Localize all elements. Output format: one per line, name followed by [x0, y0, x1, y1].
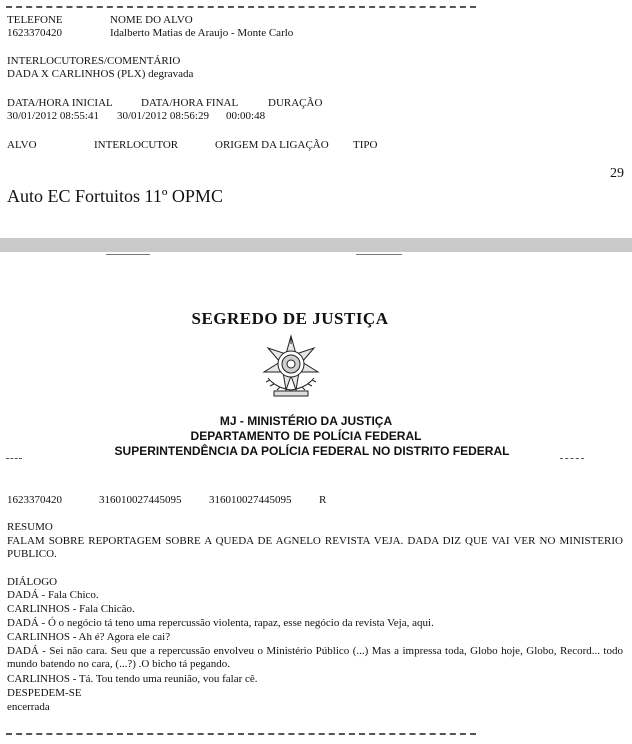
- top-line-left: [106, 254, 150, 255]
- duracao-value: 00:00:48: [226, 110, 266, 122]
- label-tipo: TIPO: [353, 139, 378, 151]
- summary-label: RESUMO: [7, 521, 53, 533]
- telefone-value: 1623370420: [7, 27, 62, 39]
- department-line: DEPARTAMENTO DE POLÍCIA FEDERAL: [190, 429, 422, 443]
- dialog-label: DIÁLOGO: [7, 576, 58, 588]
- label-interlocutores: INTERLOCUTORES/COMENTÁRIO: [7, 55, 181, 67]
- label-alvo: ALVO: [7, 139, 37, 151]
- superintendence-line: SUPERINTENDÊNCIA DA POLÍCIA FEDERAL NO DISTRITO FEDERAL: [114, 444, 510, 458]
- dialog-line: CARLINHOS - Tá. Tou tendo uma reunião, vou falar cê.: [7, 673, 258, 685]
- interlocutores-value: DADA X CARLINHOS (PLX) degravada: [7, 68, 194, 80]
- header-mark-left: [6, 458, 22, 459]
- data-inicial-value: 30/01/2012 08:55:41: [7, 110, 99, 122]
- page-number: 29: [610, 166, 624, 181]
- label-data-inicial: DATA/HORA INICIAL: [7, 97, 113, 109]
- call-origem: 316010027445095: [209, 494, 292, 506]
- call-alvo: 1623370420: [7, 494, 62, 506]
- dialog-line: CARLINHOS - Fala Chicão.: [7, 603, 135, 615]
- dialog-line: DADÁ - Fala Chico.: [7, 589, 99, 601]
- ministry-line: MJ - MINISTÉRIO DA JUSTIÇA: [219, 414, 393, 428]
- dialog-line: DADÁ - Ó o negócio tá teno uma repercussão violenta, rapaz, esse negócio da revista Veja, aqui.: [7, 617, 434, 629]
- dialog-line: encerrada: [7, 701, 50, 713]
- label-nome-alvo: NOME DO ALVO: [110, 14, 193, 26]
- label-data-final: DATA/HORA FINAL: [141, 97, 239, 109]
- footer-caption: Auto EC Fortuitos 11º OPMC: [7, 186, 223, 206]
- dialog-line: DADÁ - Sei não cara. Seu que a repercussão envolveu o Ministério Público (...) Mas a impressa toda, Globo hoje, Globo, Record... todo mundo batendo no cara, (...?) .O bicho tá pegando.: [7, 645, 623, 670]
- top-dashed-rule: [6, 6, 476, 8]
- bottom-dashed-rule: [6, 733, 476, 735]
- label-telefone: TELEFONE: [7, 14, 63, 26]
- call-interlocutor: 316010027445095: [99, 494, 182, 506]
- summary-text: FALAM SOBRE REPORTAGEM SOBRE A QUEDA DE AGNELO REVISTA VEJA. DADA DIZ QUE VAI VER NO MINISTERIO PUBLICO.: [7, 535, 623, 560]
- page-separator: [0, 238, 632, 252]
- secrecy-title: SEGREDO DE JUSTIÇA: [191, 309, 389, 328]
- label-duracao: DURAÇÃO: [268, 97, 323, 109]
- header-mark-right: [560, 458, 584, 459]
- coat-of-arms-icon: [258, 334, 324, 398]
- label-origem: ORIGEM DA LIGAÇÃO: [215, 139, 329, 151]
- nome-alvo-value: Idalberto Matias de Araujo - Monte Carlo: [110, 27, 294, 39]
- dialog-line: DESPEDEM-SE: [7, 687, 82, 699]
- dialog-line: CARLINHOS - Ah é? Agora ele cai?: [7, 631, 171, 643]
- label-interlocutor: INTERLOCUTOR: [94, 139, 179, 151]
- data-final-value: 30/01/2012 08:56:29: [117, 110, 209, 122]
- top-line-right: [356, 254, 402, 255]
- call-tipo: R: [319, 494, 327, 506]
